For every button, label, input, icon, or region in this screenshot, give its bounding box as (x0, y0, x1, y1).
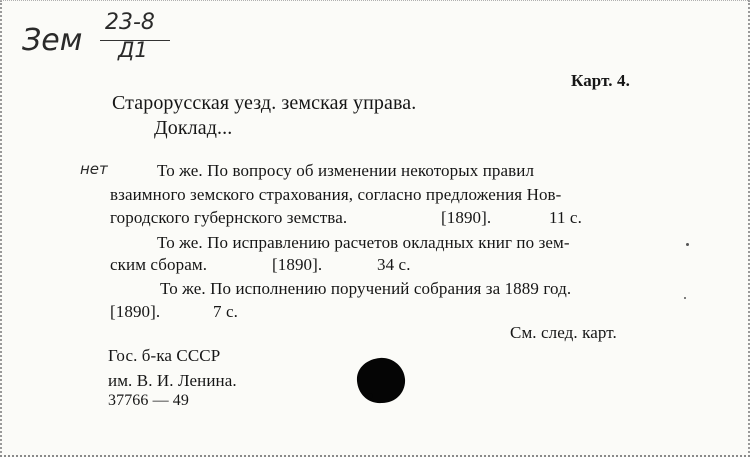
entry2-line1: То же. По исправлению расчетов окладных книг по зем- (157, 233, 570, 252)
entry3-pages: 7 с. (213, 302, 238, 321)
handwritten-margin-note: нет (80, 160, 108, 178)
entry2-year: [1890]. (272, 255, 323, 274)
ink-stamp-blot (356, 356, 406, 404)
card-bottom-edge (0, 452, 750, 457)
card-right-edge (744, 0, 750, 457)
handwritten-shelfmark-denominator: Д1 (118, 38, 148, 62)
library-stamp-line1: Гос. б-ка СССР (108, 346, 221, 365)
entry2-pages: 34 с. (377, 255, 411, 274)
entry3-line1: То же. По исполнению поручений собрания за 1889 год. (160, 279, 572, 298)
entry1-pages: 11 с. (549, 208, 582, 227)
see-next-card-note: См. след. карт. (510, 323, 617, 342)
handwritten-shelfmark-prefix: Зем (22, 23, 83, 58)
entry1-year: [1890]. (441, 208, 492, 227)
card-left-edge (0, 0, 6, 457)
heading-title: Доклад... (154, 117, 233, 139)
library-stamp-line2: им. В. И. Ленина. (108, 371, 237, 390)
paper-speck (684, 297, 686, 299)
entry3-year: [1890]. (110, 302, 161, 321)
entry1-line2: взаимного земского страхования, согласно предложения Нов- (110, 185, 562, 204)
entry1-line3-text: городского губернского земства. (110, 208, 348, 227)
handwritten-shelfmark-numerator: 23-8 (105, 10, 155, 35)
library-stamp-line3: 37766 — 49 (108, 392, 189, 409)
entry2-line2-text: ским сборам. (110, 255, 208, 274)
paper-speck (686, 243, 689, 246)
entry1-line1: То же. По вопросу об изменении некоторых правил (157, 161, 535, 180)
heading-author: Старорусская уезд. земская управа. (112, 92, 417, 114)
card-number: Карт. 4. (571, 71, 630, 90)
card-top-edge (0, 0, 750, 4)
